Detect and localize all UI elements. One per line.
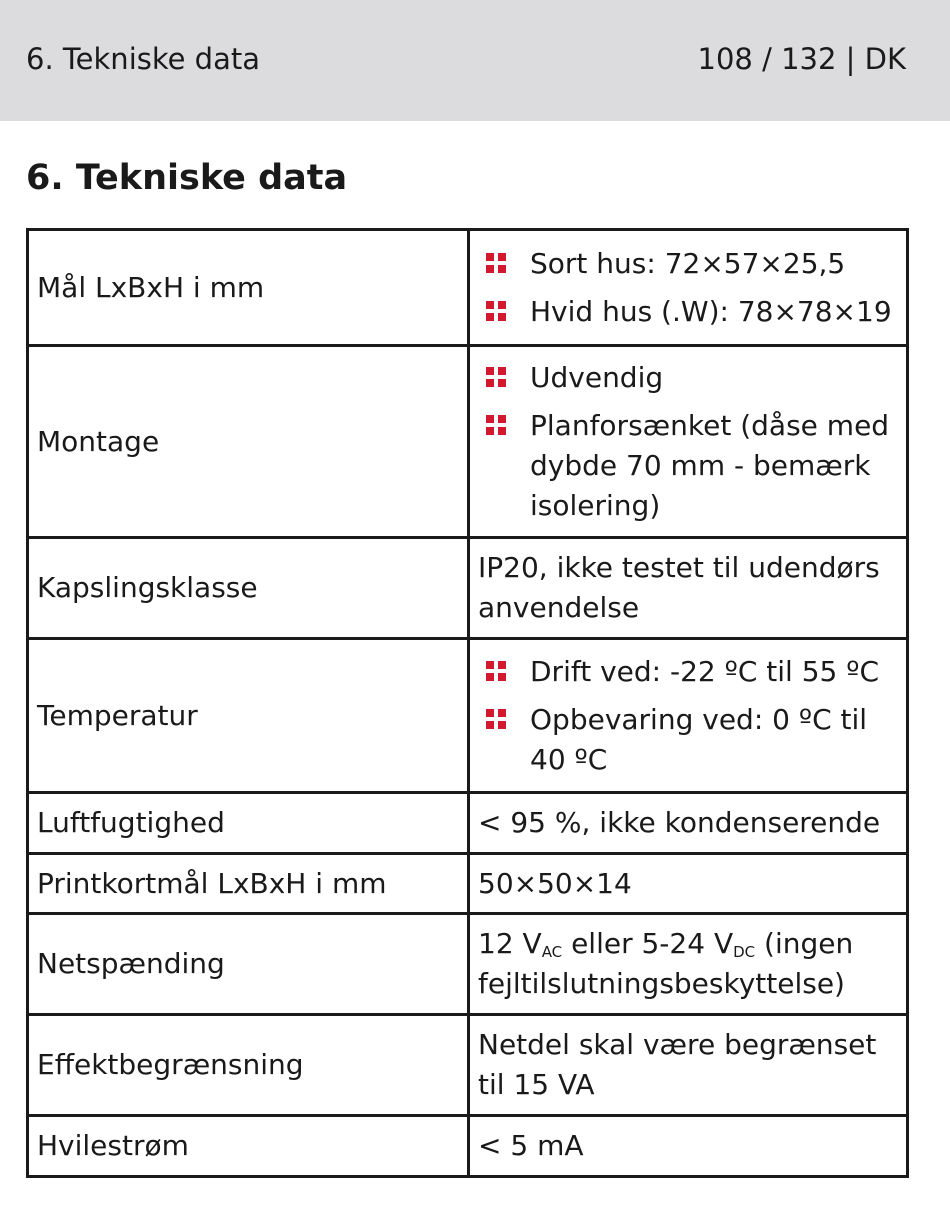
row-label: Effektbegrænsning	[28, 1015, 469, 1116]
row-value	[469, 346, 908, 538]
square-bullet-icon	[486, 709, 506, 729]
table-row	[28, 1015, 908, 1116]
spec-table	[26, 228, 909, 1178]
table-row	[28, 346, 908, 538]
square-bullet-icon	[486, 253, 506, 273]
row-value: 50×50×14	[469, 854, 908, 914]
square-bullet-icon	[486, 301, 506, 321]
row-label: Hvilestrøm	[28, 1116, 469, 1177]
header-section: 6. Tekniske data	[26, 41, 260, 76]
table-row	[28, 793, 908, 854]
row-label: Montage	[28, 346, 469, 538]
row-value	[469, 639, 908, 793]
square-bullet-icon	[486, 661, 506, 681]
row-value: < 5 mA	[469, 1116, 908, 1177]
row-label: Kapslingsklasse	[28, 538, 469, 639]
list-item: Drift ved: -22 ºC til 55 ºC	[478, 652, 898, 692]
row-label: Luftfugtighed	[28, 793, 469, 854]
table-row	[28, 639, 908, 793]
row-label: Mål LxBxH i mm	[28, 230, 469, 346]
page-header	[0, 0, 950, 121]
row-value: IP20, ikke testet til udendørs anvendelse	[469, 538, 908, 639]
list-item: Planforsænket (dåse med dybde 70 mm - bemærk isolering)	[478, 406, 898, 526]
table-row	[28, 538, 908, 639]
table-row	[28, 854, 908, 914]
list-item: Udvendig	[478, 358, 898, 398]
page-number: 108 / 132 | DK	[697, 41, 906, 76]
table-row	[28, 914, 908, 1015]
row-label: Netspænding	[28, 914, 469, 1015]
table-row	[28, 1116, 908, 1177]
section-title: 6. Tekniske data	[26, 158, 348, 198]
row-value: < 95 %, ikke kondenserende	[469, 793, 908, 854]
row-value: Netdel skal være begrænset til 15 VA	[469, 1015, 908, 1116]
row-label: Printkortmål LxBxH i mm	[28, 854, 469, 914]
list-item: Sort hus: 72×57×25,5	[478, 244, 898, 284]
row-label: Temperatur	[28, 639, 469, 793]
square-bullet-icon	[486, 367, 506, 387]
table-row	[28, 230, 908, 346]
row-value	[469, 230, 908, 346]
list-item: Hvid hus (.W): 78×78×19	[478, 292, 898, 332]
list-item: Opbevaring ved: 0 ºC til 40 ºC	[478, 700, 898, 780]
row-value: 12 $V_{AC}$ eller 5-24 $V_{DC}$ (ingen fejltilslutningsbeskyttelse)	[469, 914, 908, 1015]
square-bullet-icon	[486, 415, 506, 435]
